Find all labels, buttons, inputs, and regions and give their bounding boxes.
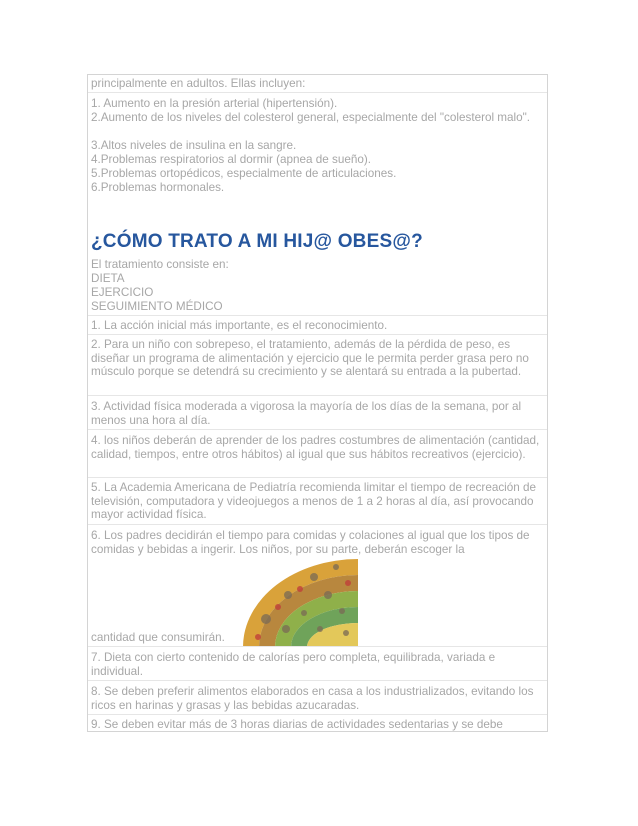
separator <box>88 477 547 478</box>
separator <box>88 646 547 647</box>
point-6-continuation: cantidad que consumirán. <box>91 631 225 644</box>
point-3: 3. Actividad física moderada a vigorosa la mayoría de los días de la semana, por al menos una hora al día. <box>91 400 522 427</box>
intro-item-5: 5.Problemas ortopédicos, especialmente de articulaciones. <box>91 167 397 180</box>
document-box <box>87 74 548 732</box>
point-8: 8. Se deben preferir alimentos elaborados en casa a los industrializados, evitando los ricos en harinas y grasas y las bebidas azucaradas. <box>91 685 534 712</box>
intro-lead: principalmente en adultos. Ellas incluyen: <box>91 77 306 90</box>
intro-item-3: 3.Altos niveles de insulina en la sangre. <box>91 139 297 152</box>
point-2: 2. Para un niño con sobrepeso, el tratamiento, además de la pérdida de peso, es diseñar un programa de alimentación y ejercicio que le permita perder grasa pero no músculo porque se detendrá su crecimiento y se alentará su entrada a la pubertad. <box>91 338 529 379</box>
treatment-item-diet: DIETA <box>91 272 125 285</box>
intro-item-4: 4.Problemas respiratorios al dormir (apnea de sueño). <box>91 153 371 166</box>
separator <box>88 680 547 681</box>
point-1: 1. La acción inicial más importante, es el reconocimiento. <box>91 319 388 332</box>
treatment-item-followup: SEGUIMIENTO MÉDICO <box>91 300 223 313</box>
separator <box>88 92 547 93</box>
separator <box>88 334 547 335</box>
section-heading: ¿CÓMO TRATO A MI HIJ@ OBES@? <box>91 231 423 252</box>
separator <box>88 315 547 316</box>
point-4: 4. los niños deberán de aprender de los padres costumbres de alimentación (cantidad, calidad, tiempos, entre otros hábitos) al igual que sus hábitos recreativos (ejercicio). <box>91 434 540 461</box>
separator <box>88 395 547 396</box>
intro-item-1: 1. Aumento en la presión arterial (hipertensión). <box>91 97 338 110</box>
treatment-intro: El tratamiento consiste en: <box>91 258 229 271</box>
separator <box>88 714 547 715</box>
intro-item-2: 2.Aumento de los niveles del colesterol general, especialmente del "colesterol malo". <box>91 111 531 124</box>
intro-item-6: 6.Problemas hormonales. <box>91 181 225 194</box>
point-7: 7. Dieta con cierto contenido de calorías pero completa, equilibrada, variada e individual. <box>91 651 496 678</box>
treatment-item-exercise: EJERCICIO <box>91 286 154 299</box>
point-9: 9. Se deben evitar más de 3 horas diarias de actividades sedentarias y se debe <box>91 718 503 731</box>
separator <box>88 524 547 525</box>
point-6: 6. Los padres decidirán el tiempo para comidas y colaciones al igual que los tipos de comidas y bebidas a ingerir. Los niños, por su parte, deberán escoger la <box>91 529 530 556</box>
separator <box>88 429 547 430</box>
point-5: 5. La Academia Americana de Pediatría recomienda limitar el tiempo de recreación de televisión, computadora y videojuegos a menos de 1 a 2 horas al día, así provocando mayor actividad física. <box>91 481 537 522</box>
